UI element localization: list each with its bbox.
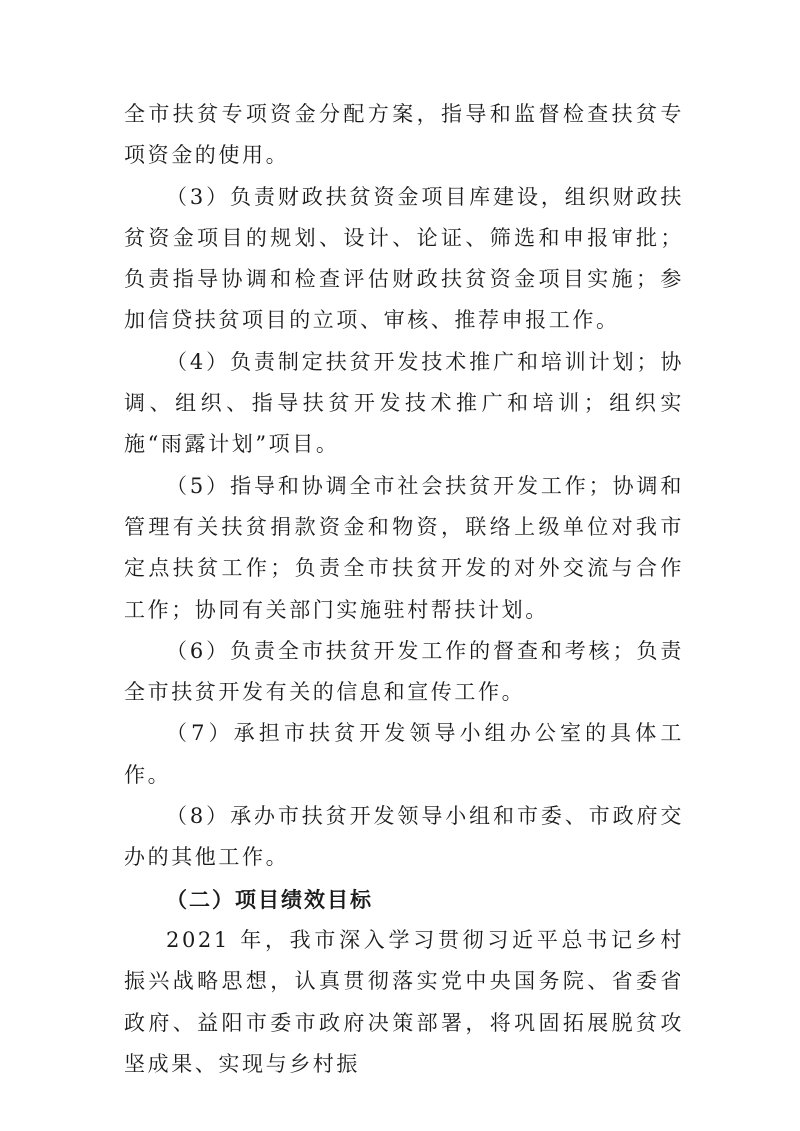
section-heading-performance-goals: （二）项目绩效目标 [166, 886, 373, 912]
paragraph-item-6: （6）负责全市扶贫开发工作的督查和考核；负责全市扶贫开发有关的信息和宣传工作。 [124, 638, 684, 705]
paragraph-item-4: （4）负责制定扶贫开发技术推广和培训计划；协调、组织、指导扶贫开发技术推广和培训；组织实施“雨露计划”项目。 [124, 349, 684, 457]
document-body [124, 94, 684, 1085]
paragraph-item-5: （5）指导和协调全市社会扶贫开发工作；协调和管理有关扶贫捐款资金和物资，联络上级单位对我市定点扶贫工作；负责全市扶贫开发的对外交流与合作工作；协同有关部门实施驻村帮扶计划。 [124, 473, 684, 622]
paragraph-goals: 2021 年，我市深入学习贯彻习近平总书记乡村振兴战略思想，认真贯彻落实党中央国务院、省委省政府、益阳市委市政府决策部署，将巩固拓展脱贫攻坚成果、实现与乡村振 [124, 927, 684, 1076]
paragraph-item-3: （3）负责财政扶贫资金项目库建设，组织财政扶贫资金项目的规划、设计、论证、筛选和申报审批；负责指导协调和检查评估财政扶贫资金项目实施；参加信贷扶贫项目的立项、审核、推荐申报工作。 [124, 184, 684, 333]
paragraph-item-7: （7）承担市扶贫开发领导小组办公室的具体工作。 [124, 721, 684, 787]
paragraph-continuation: 全市扶贫专项资金分配方案，指导和监督检查扶贫专项资金的使用。 [124, 102, 684, 168]
paragraph-item-8: （8）承办市扶贫开发领导小组和市委、市政府交办的其他工作。 [124, 804, 684, 870]
